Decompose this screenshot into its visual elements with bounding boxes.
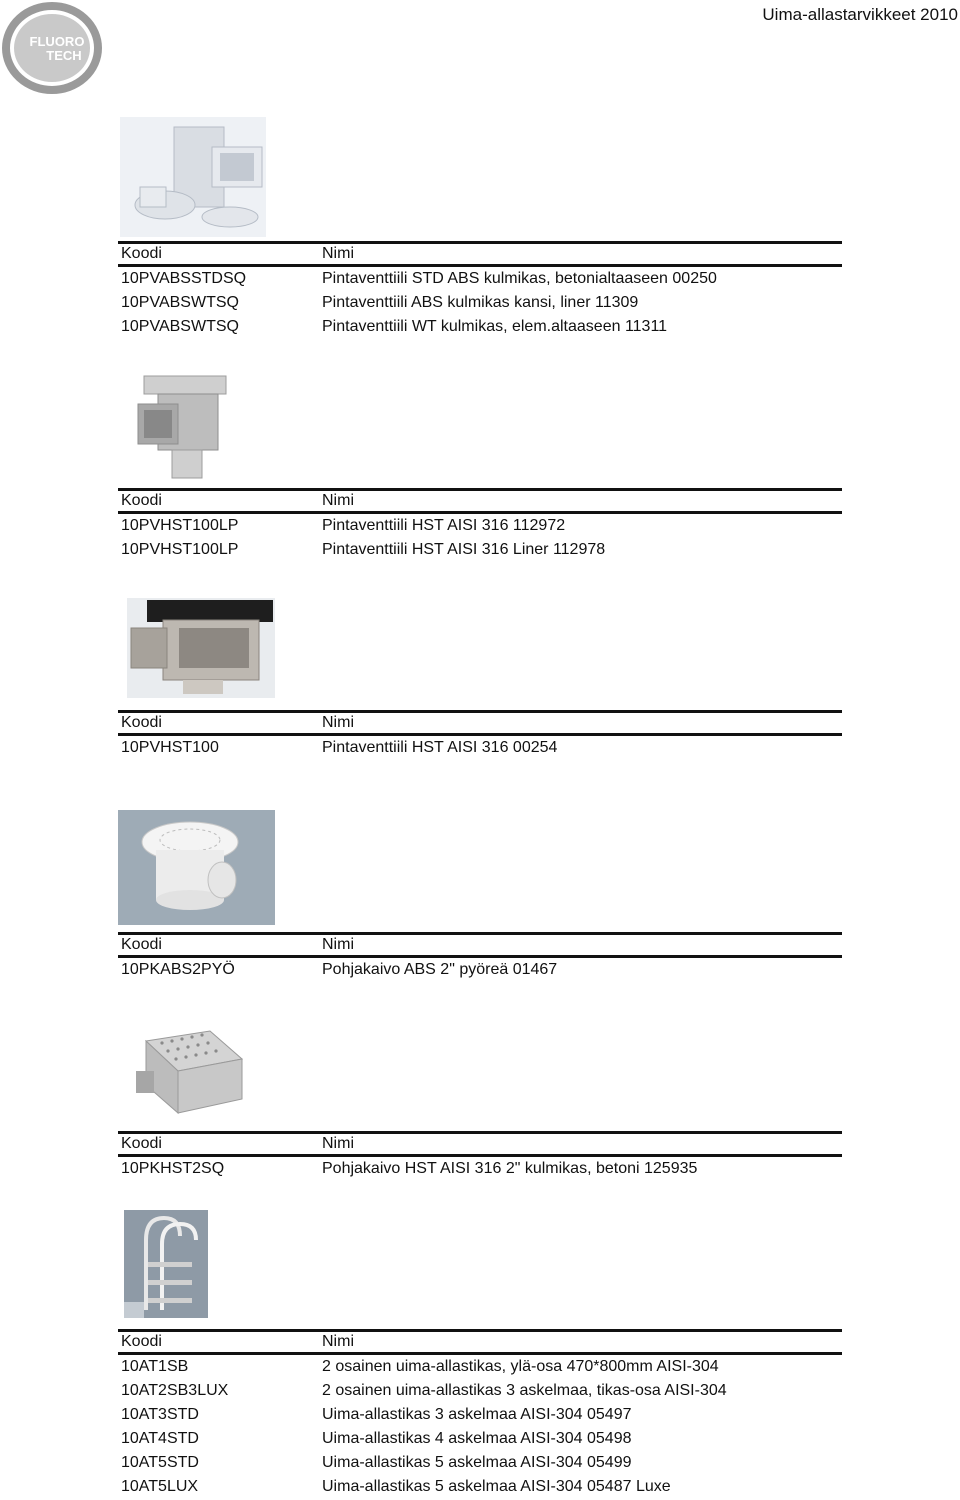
table-row	[118, 1356, 842, 1380]
product-name: Pintaventtiili STD ABS kulmikas, betonialtaaseen 00250	[322, 270, 717, 287]
product-name: Pintaventtiili HST AISI 316 Liner 112978	[322, 541, 606, 558]
product-code: 10AT1SB	[121, 1358, 189, 1375]
table-row	[118, 268, 842, 292]
abs-main-drain-image	[118, 810, 275, 925]
table-header	[118, 1329, 842, 1355]
column-header-code: Koodi	[121, 714, 162, 731]
column-header-code: Koodi	[121, 1333, 162, 1350]
product-name: Pintaventtiili ABS kulmikas kansi, liner 11309	[322, 294, 639, 311]
product-name: 2 osainen uima-allastikas, ylä-osa 470*800mm AISI-304	[322, 1358, 719, 1375]
document-title: Uima-allastarvikkeet 2010	[762, 5, 958, 24]
product-name: Pintaventtiili HST AISI 316 112972	[322, 517, 566, 534]
column-header-name: Nimi	[322, 1135, 354, 1152]
table-row	[118, 1404, 842, 1428]
column-header-code: Koodi	[121, 1135, 162, 1152]
product-name: Uima-allastikas 4 askelmaa AISI-304 05498	[322, 1430, 632, 1447]
product-code: 10AT5STD	[121, 1454, 199, 1471]
table-row	[118, 515, 842, 539]
product-name: Uima-allastikas 3 askelmaa AISI-304 05497	[322, 1406, 632, 1423]
product-section-hst-main-drain	[118, 1025, 842, 1177]
product-section-hst-skimmer-liner	[118, 370, 842, 558]
product-code: 10PKABS2PYÖ	[121, 961, 235, 978]
column-header-name: Nimi	[322, 936, 354, 953]
product-code: 10PKHST2SQ	[121, 1160, 225, 1177]
hst-skimmer-steel-image	[127, 598, 275, 698]
table-row	[118, 292, 842, 316]
table-header	[118, 710, 842, 736]
table-row	[118, 316, 842, 340]
hst-main-drain-image	[132, 1025, 246, 1123]
table-row	[118, 1158, 842, 1182]
product-code: 10PVHST100LP	[121, 541, 239, 558]
column-header-code: Koodi	[121, 245, 162, 262]
product-code: 10PVHST100LP	[121, 517, 239, 534]
table-row	[118, 1380, 842, 1404]
product-section-abs-skimmer	[118, 117, 842, 335]
hst-skimmer-image	[134, 370, 234, 482]
product-code: 10AT4STD	[121, 1430, 199, 1447]
product-code: 10PVHST100	[121, 739, 219, 756]
product-name: Pohjakaivo HST AISI 316 2" kulmikas, betoni 125935	[322, 1160, 698, 1177]
pool-ladder-image	[124, 1210, 208, 1318]
table-header	[118, 1131, 842, 1157]
product-section-hst-skimmer	[118, 598, 842, 756]
product-name: Uima-allastikas 5 askelmaa AISI-304 05487 Luxe	[322, 1478, 671, 1495]
column-header-code: Koodi	[121, 936, 162, 953]
fluorotech-logo	[2, 2, 102, 94]
table-row	[118, 737, 842, 761]
table-row	[118, 1476, 842, 1500]
product-code: 10AT5LUX	[121, 1478, 199, 1495]
product-code: 10AT3STD	[121, 1406, 199, 1423]
logo-line1: FLUORO	[29, 34, 85, 49]
product-name: 2 osainen uima-allastikas 3 askelmaa, tikas-osa AISI-304	[322, 1382, 727, 1399]
product-name: Pintaventtiili HST AISI 316 00254	[322, 739, 558, 756]
product-name: Pintaventtiili WT kulmikas, elem.altaaseen 11311	[322, 318, 668, 335]
column-header-code: Koodi	[121, 492, 162, 509]
column-header-name: Nimi	[322, 245, 354, 262]
product-section-pool-ladders	[118, 1210, 842, 1495]
table-row	[118, 1452, 842, 1476]
column-header-name: Nimi	[322, 714, 354, 731]
table-row	[118, 1428, 842, 1452]
product-section-abs-main-drain	[118, 810, 842, 978]
product-code: 10PVABSWTSQ	[121, 318, 239, 335]
table-row	[118, 959, 842, 983]
table-header	[118, 241, 842, 267]
table-header	[118, 932, 842, 958]
logo-line2: TECH	[46, 48, 82, 63]
product-name: Uima-allastikas 5 askelmaa AISI-304 05499	[322, 1454, 632, 1471]
table-row	[118, 539, 842, 563]
product-code: 10PVABSWTSQ	[121, 294, 239, 311]
table-header	[118, 488, 842, 514]
product-code: 10AT2SB3LUX	[121, 1382, 229, 1399]
column-header-name: Nimi	[322, 1333, 354, 1350]
product-code: 10PVABSSTDSQ	[121, 270, 247, 287]
column-header-name: Nimi	[322, 492, 354, 509]
product-name: Pohjakaivo ABS 2" pyöreä 01467	[322, 961, 558, 978]
abs-skimmer-image	[120, 117, 266, 237]
